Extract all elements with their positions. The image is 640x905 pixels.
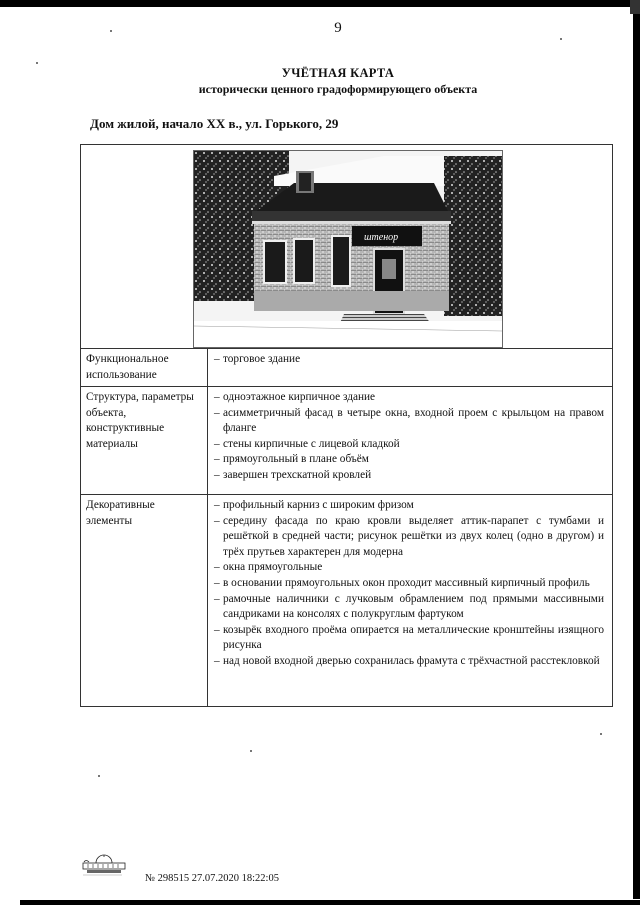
row-label: Функциональное использование bbox=[81, 349, 208, 387]
row-value bbox=[208, 495, 613, 707]
list-item: – асимметричный фасад в четыре окна, входной проем с крыльцом на правом фланге bbox=[214, 406, 604, 437]
scan-border-corner bbox=[630, 0, 640, 14]
table-row-structure bbox=[81, 387, 613, 495]
scan-speck bbox=[250, 750, 252, 752]
list-item: – рамочные наличники с лучковым обрамлением под прямыми массивными сандриками на консолях с полукруглым фартуком bbox=[214, 592, 604, 623]
scan-speck bbox=[560, 38, 562, 40]
list-item: – профильный карниз с широким фризом bbox=[214, 498, 604, 514]
list-item: – стены кирпичные с лицевой кладкой bbox=[214, 437, 604, 453]
page-subtitle: исторически ценного градоформирующего объекта bbox=[198, 82, 478, 96]
object-name: Дом жилой, начало XX в., ул. Горького, 29 bbox=[90, 116, 339, 131]
row-label: Структура, параметры объекта, конструктивные материалы bbox=[81, 387, 208, 495]
list-item: – над новой входной дверью сохранилась фрамута с трёхчастной расстекловкой bbox=[214, 654, 604, 670]
row-label: Декоративные элементы bbox=[81, 495, 208, 707]
scan-speck bbox=[110, 30, 112, 32]
list-item: – козырёк входного проёма опирается на металлические кронштейны изящного рисунка bbox=[214, 623, 604, 654]
page-title: УЧЁТНАЯ КАРТА bbox=[281, 66, 395, 80]
row-value bbox=[208, 387, 613, 495]
table-row-functional-use bbox=[81, 349, 613, 387]
registration-card-table bbox=[80, 144, 613, 707]
building-photo-image bbox=[194, 151, 502, 347]
svg-text:штенор: штенор bbox=[364, 232, 399, 243]
scan-speck bbox=[98, 775, 100, 777]
list-item: – в основании прямоугольных окон проходит массивный кирпичный профиль bbox=[214, 576, 604, 592]
scan-border-bottom bbox=[20, 900, 640, 905]
list-item: – окна прямоугольные bbox=[214, 560, 604, 576]
page-number: 9 bbox=[334, 20, 342, 36]
photo-row bbox=[81, 145, 613, 349]
list-item: – середину фасада по краю кровли выделяет аттик-парапет с тумбами и решёткой в средней части; рисунок решётки из двух колец (одно в другом) и трёх прутьев характерен для модерна bbox=[214, 514, 604, 561]
row-value bbox=[208, 349, 613, 387]
scan-speck bbox=[600, 733, 602, 735]
list-item: – прямоугольный в плане объём bbox=[214, 452, 604, 468]
scan-border-right bbox=[633, 14, 640, 899]
table-row-decorative-elements bbox=[81, 495, 613, 707]
photo-cell bbox=[81, 145, 613, 349]
list-item: – одноэтажное кирпичное здание bbox=[214, 390, 604, 406]
scan-border-top bbox=[0, 0, 640, 7]
registry-stamp-icon bbox=[82, 853, 126, 877]
building-photo bbox=[193, 150, 503, 348]
list-item: – завершен трехскатной кровлей bbox=[214, 468, 604, 484]
scan-speck bbox=[36, 62, 38, 64]
document-number: № 298515 27.07.2020 18:22:05 bbox=[145, 873, 279, 884]
list-item: – торговое здание bbox=[214, 352, 604, 368]
